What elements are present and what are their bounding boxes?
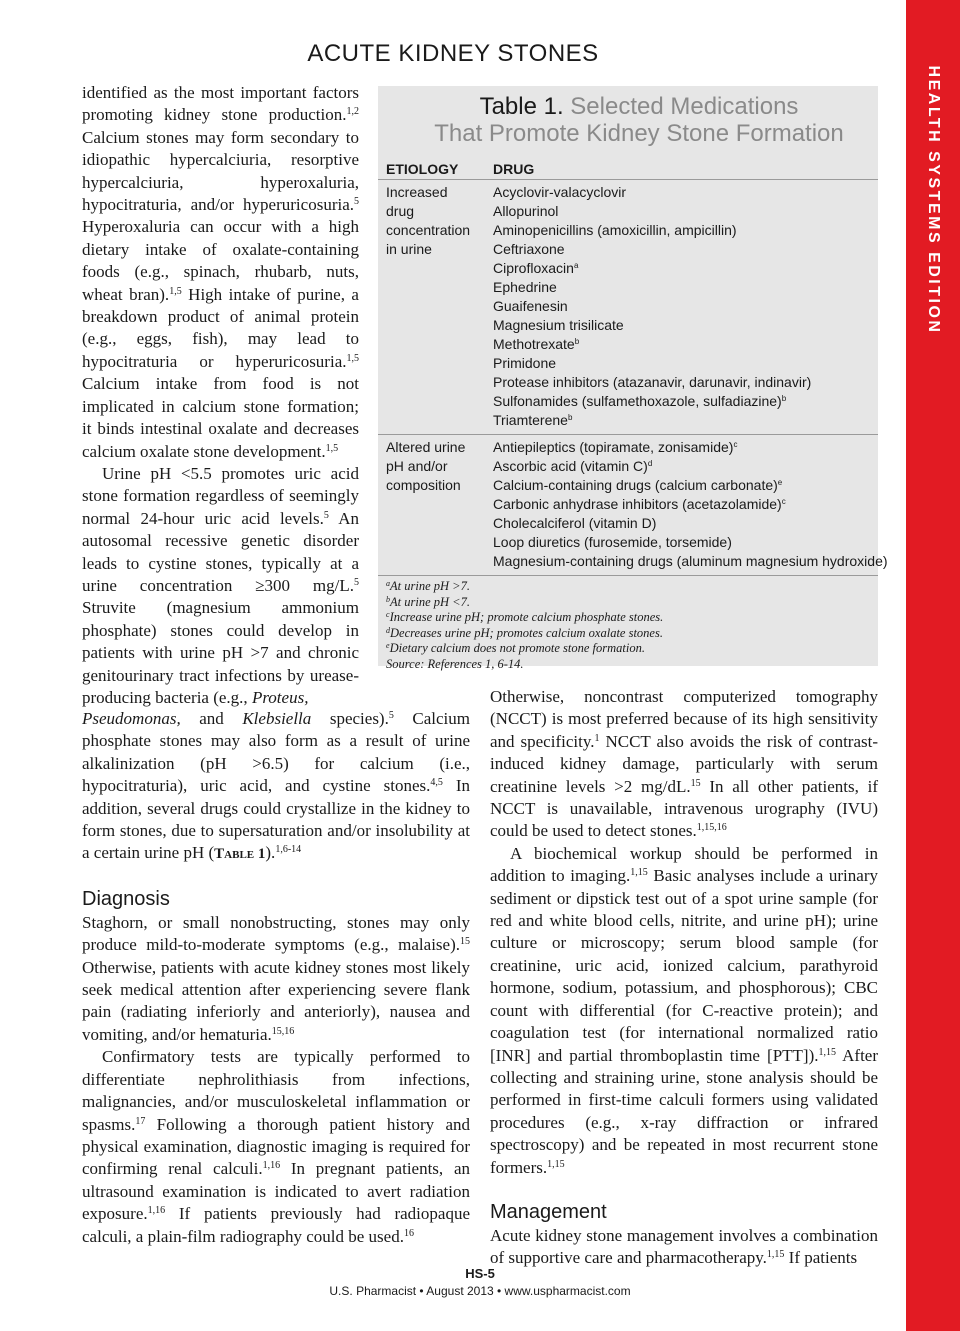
paragraph: identified as the most important factors promoting kidney stone production.$^{1,2}$ Calcium stones may form secondary to idiopathic hypercalciuria, resorptive hypercalciuria, hyperoxaluria, hypocitraturia, and/or hyperuricosuria.$^5$ Hyperoxaluria can occur with a high dietary intake of oxalate-containing foods (e.g., spinach, rhubarb, nuts, wheat bran).$^{1,5}$ High intake of purine, a breakdown product of animal protein (e.g., eggs, fish), may lead to hypocitraturia or hyperuricosuria.$^{1,5}$ Calcium intake from food is not implicated in calcium stone formation; it binds intestinal oxalate and decreases calcium oxalate stone development.$^{1,5}$ xyxy=(82,83,359,461)
etiology-cell: Altered urine pH and/or composition xyxy=(386,439,466,493)
drug-item: Ceftriaxone xyxy=(493,241,565,257)
paragraph: Confirmatory tests are typically performed to differentiate nephrolithiasis from infections, malignancies, and/or musculoskeletal inflammation or spasms.$^{17}$ Following a thorough patient history and physical examination, diagnostic imaging is required for confirming renal calculi.$^{1,16}$ In pregnant patients, an ultrasound examination is indicated to avert radiation exposure.$^{1,16}$ If patients previously had radiopaque calculi, a plain-film radiography could be used.$^{16}$ xyxy=(82,1047,470,1246)
drug-item: Primidone xyxy=(493,355,557,371)
footnote: $^e$Dietary calcium does not promote stone formation. xyxy=(386,641,645,655)
table-title: Table 1. Selected Medications That Promote Kidney Stone Formation xyxy=(434,93,844,147)
column-1-bottom xyxy=(82,708,470,1248)
drug-item: Magnesium-containing drugs (aluminum magnesium hydroxide) xyxy=(493,553,888,569)
paragraph: Otherwise, noncontrast computerized tomography (NCCT) is most preferred because of its high sensitivity and specificity.$^1$ NCCT also avoids the risk of contrast-induced kidney damage, particularly with serum creatinine levels >2 mg/dL.$^{15}$ In all other patients, if NCCT is unavailable, intravenous urography (IVU) could be used to detect stones.$^{1,15,16}$ xyxy=(490,687,878,841)
paragraph: Staghorn, or small nonobstructing, stones may only produce mild-to-moderate symptoms (e.g., malaise).$^{15}$ Otherwise, patients with acute kidney stones most likely seek medical attention after experiencing severe flank pain (radiating inferiorly and anteriorly), nausea and vomiting, and/or hematuria.$^{15,16}$ xyxy=(82,912,470,1044)
table-1 xyxy=(378,86,888,671)
drug-item: Calcium-containing drugs (calcium carbonate)$^e$ xyxy=(493,477,783,493)
table-reference-link[interactable]: Table 1 xyxy=(214,846,266,863)
table-row-group xyxy=(378,180,878,435)
drug-item: Protease inhibitors (atazanavir, darunavir, indinavir) xyxy=(493,374,812,390)
footnote: $^b$At urine pH <7. xyxy=(386,594,470,609)
publication-line: U.S. Pharmacist • August 2013 • www.uspharmacist.com xyxy=(329,1284,631,1298)
table-header-row xyxy=(378,155,878,180)
drug-item: Loop diuretics (furosemide, torsemide) xyxy=(493,534,732,550)
column-2-bottom xyxy=(490,686,878,1270)
column-header-etiology: ETIOLOGY xyxy=(386,161,459,177)
section-heading-management: Management xyxy=(490,1200,607,1223)
side-banner xyxy=(906,0,960,1331)
drug-item: Ascorbic acid (vitamin C)$^d$ xyxy=(493,458,653,474)
footnote: $^d$Decreases urine pH; promotes calcium oxalate stones. xyxy=(386,625,663,640)
paragraph: Urine pH <5.5 promotes uric acid stone formation regardless of seemingly normal 24-hour uric acid levels.$^5$ An autosomal recessive genetic disorder leads to cystine stones, typically at a urine concentration ≥300 mg/L.$^5$ Struvite (magnesium ammonium phosphate) stones could develop in patients with urine pH >7 and chronic genitourinary tract infections by urease-producing bacteria (e.g., Proteus, xyxy=(82,463,360,707)
drug-list xyxy=(493,183,878,430)
column-1-top xyxy=(82,82,359,709)
footnote: $^a$At urine pH >7. xyxy=(386,579,470,593)
paragraph: A biochemical workup should be performed in addition to imaging.$^{1,15}$ Basic analyses include a urinary sediment or dipstick test out of a spot urine sample (for red and white blood cells, nitrite, and urine pH); urine culture or microscopy; serum blood sample (for creatinine, uric acid, ionized calcium, parathyroid hormone, sodium, potassium, and phosphorous); CBC count with differential (for C-reactive protein); and coagulation test (for international normalized ratio [INR] and partial thromboplastin time [PTT]).$^{1,15}$ After collecting and straining urine, stone analysis should be performed in first-time calculi formers using validated procedures (e.g., x-ray diffraction or infrared spectroscopy) and be repeated in most recurrent stone formers.$^{1,15}$ xyxy=(490,843,878,1177)
column-header-drug: DRUG xyxy=(493,161,535,177)
drug-item: Triamterene$^b$ xyxy=(493,412,573,428)
drug-item: Ciprofloxacin$^a$ xyxy=(493,260,579,276)
drug-list xyxy=(493,438,888,571)
drug-item: Aminopenicillins (amoxicillin, ampicillin) xyxy=(493,222,737,238)
paragraph-continued: Pseudomonas, and Klebsiella species).$^5$ Calcium phosphate stones may also form as a result of urine alkalinization (pH >6.5) for calcium (i.e., hypocitraturia), uric acid, and cystine stones.$^{4,5}$ In addition, several drugs could crystallize in the kidney to form stones, due to supersaturation and/or insolubility at a certain urine pH (Table 1).$^{1,6-14}$ xyxy=(82,709,470,863)
drug-item: Sulfonamides (sulfamethoxazole, sulfadiazine)$^b$ xyxy=(493,393,787,409)
page-header: ACUTE KIDNEY STONES xyxy=(307,40,599,67)
page-number: HS-5 xyxy=(465,1266,495,1281)
etiology-cell: Increased drug concentration in urine xyxy=(386,184,471,257)
footnote: $^c$Increase urine pH; promote calcium phosphate stones. xyxy=(386,610,664,624)
table-footnotes xyxy=(378,576,878,672)
drug-item: Methotrexate$^b$ xyxy=(493,336,580,352)
drug-item: Allopurinol xyxy=(493,203,559,219)
side-banner-text: HEALTH SYSTEMS EDITION xyxy=(925,65,942,335)
drug-item: Carbonic anhydrase inhibitors (acetazolamide)$^c$ xyxy=(493,496,786,512)
drug-item: Ephedrine xyxy=(493,279,557,295)
paragraph: Acute kidney stone management involves a combination of supportive care and pharmacotherapy.$^{1,15}$ If patients xyxy=(490,1225,878,1268)
section-heading-diagnosis: Diagnosis xyxy=(82,887,170,910)
drug-item: Magnesium trisilicate xyxy=(493,317,624,333)
drug-item: Cholecalciferol (vitamin D) xyxy=(493,515,657,531)
table-source: Source: References 1, 6-14. xyxy=(386,656,524,671)
drug-item: Acyclovir-valacyclovir xyxy=(493,184,627,200)
table-row-group xyxy=(378,435,888,576)
drug-item: Guaifenesin xyxy=(493,298,568,314)
drug-item: Antiepileptics (topiramate, zonisamide)$^c$ xyxy=(493,439,738,455)
